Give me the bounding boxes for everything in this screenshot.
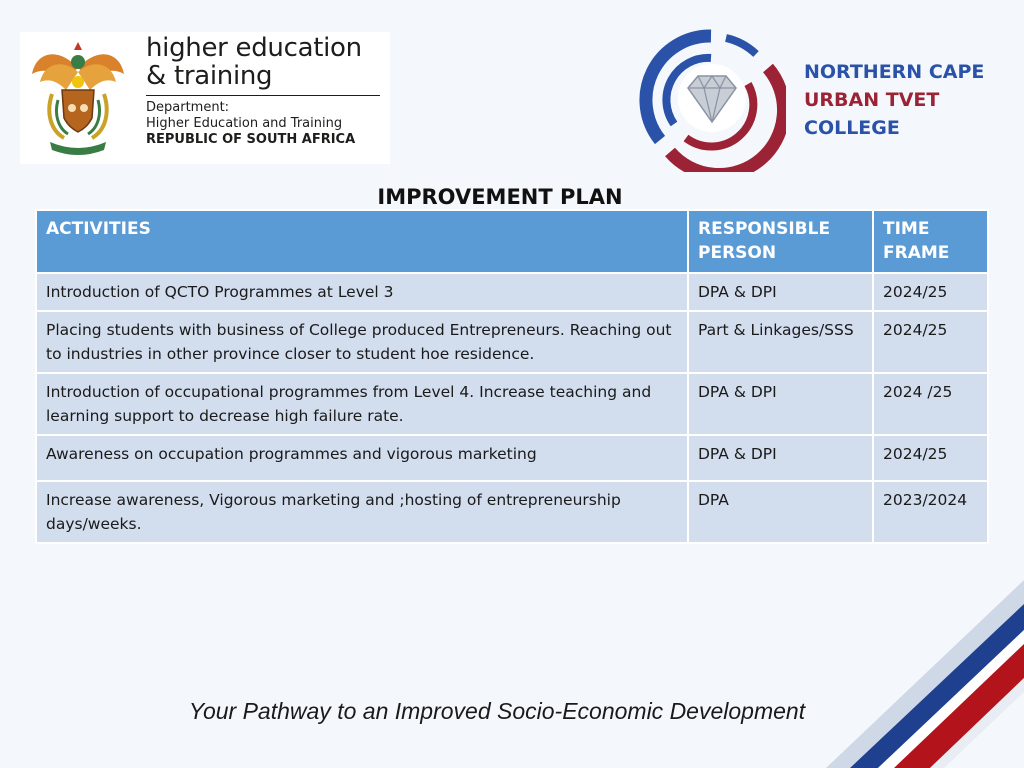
corner-stripes-decoration	[820, 560, 1024, 768]
dhet-logo	[20, 32, 390, 164]
college-name-line2: URBAN TVET	[804, 89, 940, 111]
responsible-person-cell: DPA & DPI	[688, 435, 873, 481]
college-name	[804, 58, 984, 142]
page-title: IMPROVEMENT PLAN	[377, 185, 623, 209]
activity-cell: Introduction of QCTO Programmes at Level 3	[36, 273, 688, 311]
column-header-responsible-person: RESPONSIBLE PERSON	[688, 210, 873, 273]
dhet-dept-line3: REPUBLIC OF SOUTH AFRICA	[146, 132, 356, 147]
column-header-time-frame: TIME FRAME	[873, 210, 988, 273]
time-frame-cell: 2024/25	[873, 273, 988, 311]
college-logo	[636, 28, 1006, 172]
table-row	[36, 311, 988, 373]
table-row	[36, 435, 988, 481]
time-frame-cell: 2024/25	[873, 435, 988, 481]
time-frame-cell: 2023/2024	[873, 481, 988, 543]
activity-cell: Increase awareness, Vigorous marketing and ;hosting of entrepreneurship days/weeks.	[36, 481, 688, 543]
time-frame-cell: 2024 /25	[873, 373, 988, 435]
table-row	[36, 273, 988, 311]
activity-cell: Awareness on occupation programmes and vigorous marketing	[36, 435, 688, 481]
dhet-title-line1: higher education	[146, 33, 362, 63]
college-name-line1: NORTHERN CAPE	[804, 61, 985, 83]
diamond-emblem-icon	[636, 28, 786, 172]
table-row	[36, 373, 988, 435]
table-row	[36, 481, 988, 543]
dhet-title	[146, 34, 362, 90]
responsible-person-cell: Part & Linkages/SSS	[688, 311, 873, 373]
responsible-person-cell: DPA & DPI	[688, 373, 873, 435]
activity-cell: Placing students with business of College produced Entrepreneurs. Reaching out to industries in other province closer to student hoe residence.	[36, 311, 688, 373]
footer-tagline: Your Pathway to an Improved Socio-Economic Development	[188, 698, 806, 724]
column-header-activities: ACTIVITIES	[36, 210, 688, 273]
responsible-person-cell: DPA	[688, 481, 873, 543]
dhet-dept-line2: Higher Education and Training	[146, 116, 343, 131]
dhet-title-line2: & training	[146, 61, 273, 91]
college-name-line3: COLLEGE	[804, 117, 900, 139]
table-header-row	[36, 210, 988, 273]
coat-of-arms-icon	[28, 38, 128, 156]
dhet-divider	[146, 95, 380, 96]
dhet-department	[146, 100, 355, 148]
improvement-plan-table	[35, 209, 989, 544]
activity-cell: Introduction of occupational programmes from Level 4. Increase teaching and learning support to decrease high failure rate.	[36, 373, 688, 435]
dhet-dept-line1: Department:	[146, 100, 230, 115]
time-frame-cell: 2024/25	[873, 311, 988, 373]
responsible-person-cell: DPA & DPI	[688, 273, 873, 311]
